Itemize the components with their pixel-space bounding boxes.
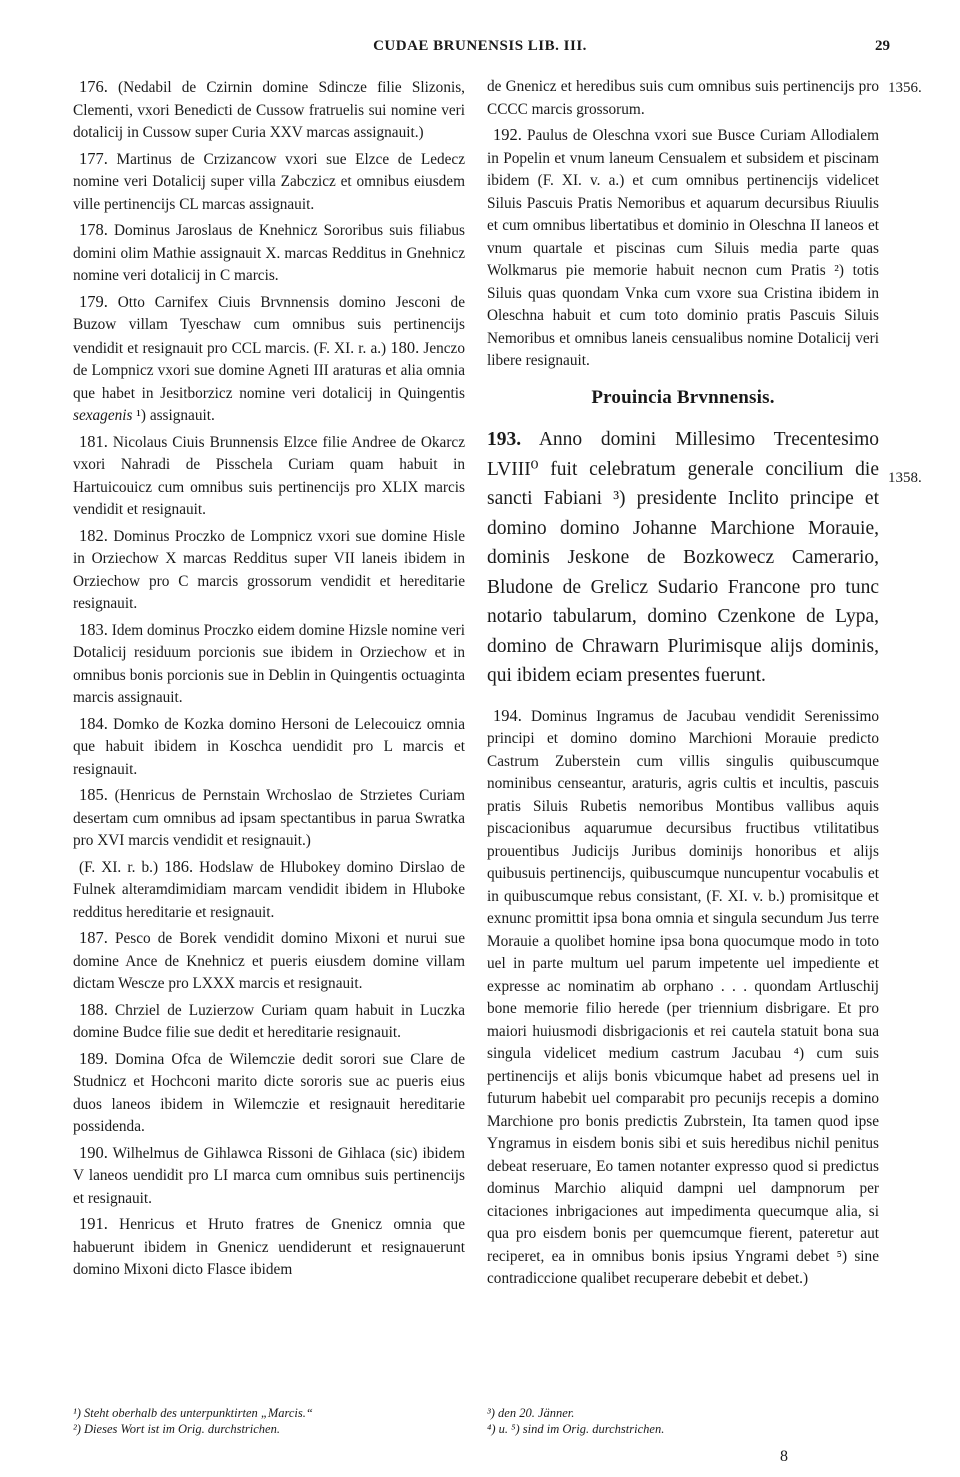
entry-187: 187. Pesco de Borek vendidit domino Mixoni et nurui sue domine Ance de Knehnicz et pueris eiusdem domine villam dictam Wescze pro LXXX marcis et resignauit. <box>73 928 465 992</box>
page-number: 29 <box>875 38 890 54</box>
signature-mark: 8 <box>780 1448 788 1465</box>
footnote-4-5: ⁴) u. ⁵) sind im Orig. durchstrichen. <box>487 1422 665 1436</box>
entry-191-continued: de Gnenicz et heredibus suis cum omnibus suis pertinencijs pro CCCC marcis grossorum. <box>487 78 879 118</box>
left-column <box>73 76 465 1285</box>
entry-184: 184. Domko de Kozka domino Hersoni de Lelecouicz omnia que habuit ibidem in Koschca uendidit pro L marcis et resignauit. <box>73 713 465 778</box>
entry-185: 185. (Henricus de Pernstain Wrchoslao de Strzietes Curiam desertam cum omnibus ad ipsam spectantibus in parua Swratka pro XVI marcis vendidit et resignauit.) <box>73 785 465 849</box>
entry-192: 192. Paulus de Oleschna vxori sue Busce Curiam Allodialem in Popelin et vnum laneum Censualem et subsidem et piscinam ibidem (F. XI. v. a.) et cum omnibus pertinencijs videlicet Siluis Pascuis Pratis Nemoribus et aquarum decursibus Riuulis et cum omnibus libertatibus et dominio in Oleschna II laneos et vnum quartale et piscinas cum Siluis media parte quas Wolkmarus pie memorie habuit necnon cum Pratis ²) totis Siluis quas quondam Vnka cum vxore sua Cristina ibidem in Oleschna habuit et cum toto dominio pratis Pascuis Siluis Nemoribus et omnibus laneis censualibus nomine Dotalicij veri libere resignauit. <box>487 125 879 369</box>
entry-183: 183. Idem dominus Proczko eidem domine Hizsle nomine veri Dotalicij residuum porcionis sue ibidem in Orziechow et in omnibus bonis porcionis sue in Deblin in Quingentis octuaginta marcis assignauit. <box>73 619 465 706</box>
entry-176: 176. (Nedabil de Czirnin domine Sdincze filie Slizonis, Clementi, vxori Benedicti de Cussow fratruelis sui nomine veri dotalicij in Cussow super Curia XXV marcas assignauit.) <box>73 77 465 141</box>
section-heading: Prouincia Brvnnensis. <box>591 386 775 408</box>
footnote-3: ³) den 20. Jänner. <box>487 1406 575 1420</box>
footnotes-left <box>73 1405 465 1437</box>
margin-year-1358: 1358. <box>888 470 922 486</box>
entry-194: 194. Dominus Ingramus de Jacubau vendidit Serenissimo principi et domino domino Marchioni Morauie predicto Castrum Zuberstein cum villis singulis quibuscumque nominibus censeantur, araturis, agris cultis et incultis, pascuis pratis Siluis Rubetis nemoribus Montibus vallibus aquis piscacionibus aquarumue decursibus fructibus vtilitatibus prouentibus Judicijs Juribus dominijs honoribus et alijs quibusuis pertinencijs, quibuscumque nuncupentur vocabulis et in quibuscumque rebus consistant, (F. XI. v. b.) promisitque et exnunc promittit ipsa bona omnia et singula secundum Jus terre Morauie a quolibet homine ipsa bona quocumque modo in toto uel in parte multum uel parum impetente uel impediente et expresse ac nominatim ab orphano . . . quondam Artluschij bone memorie filio herede (per triennium disbrigare. Et pro maiori huiusmodi disbrigacionis et rei cautela statuit bona sua singula videlicet medium castrum Jacubau ⁴) cum suis pertinencijs et alijs bonis vbicumque habet ad presens uel in futurum habebit uel comparabit pro pecunijs recepis a domino Marchione pro bonis predictis Zubrstein, Ita tamen quod ipse Yngramus in eisdem bonis sibi et suis heredibus nichil penitus debeat reseruare, Eo tamen notanter expresso quod si predictus dominus Marchio aliquid dampni uel dampnorum per citaciones inbrigaciones aut impedimenta quecumque alia, si qua pro eisdem bonis per quemcumque fierent, pateretur aut reciperet, ea in omnibus bonis ipsius Yngrami debet ⁵) sine contradiccione qualibet recuperare debebit et debet.) <box>487 705 879 1287</box>
entry-193: 193. Anno domini Millesimo Trecentesimo LVIII⁰ fuit celebratum generale concilium die sancti Fabiani ³) presidente Inclito principe et domino domino Johanne Marchione Morauie, dominis Jeskone de Bozkowecz Camerario, Bludone de Grelicz Sudario Francone pro tunc notario tabularum, domino Czenkone de Lypa, domino de Chrawarn Plurimisque alijs dominis, qui ibidem eciam presentes fuerunt. <box>487 429 879 686</box>
entry-188: 188. Chrziel de Luzierzow Curiam quam habuit in Luczka domine Budce filie sue dedit et hereditarie resignauit. <box>73 999 465 1041</box>
entry-186: (F. XI. r. b.) 186. Hodslaw de Hlubokey domino Dirslao de Fulnek alteramdimidiam marcam vendidit ibidem in Hluboke redditus hereditarie et resignauit. <box>73 856 465 921</box>
entry-181: 181. Nicolaus Ciuis Brunnensis Elzce filie Andree de Okarcz vxori Nahradi de Pisschela Curiam quam habuit in Hartuicouicz cum omnibus suis pertinencijs pro XLIX marcis vendidit et resignauit. <box>73 431 465 518</box>
right-column <box>487 76 879 1294</box>
page-header <box>0 38 960 62</box>
running-title: CUDAE BRUNENSIS LIB. III. <box>373 38 587 54</box>
entry-182: 182. Dominus Proczko de Lompnicz vxori sue domine Hisle in Orziechow X marcas Redditus super VII laneis ibidem in Orziechow pro C marcis grossorum vendidit et hereditarie resignauit. <box>73 525 465 612</box>
footnote-2: ²) Dieses Wort ist im Orig. durchstrichen. <box>73 1422 280 1436</box>
entry-190: 190. Wilhelmus de Gihlawca Rissoni de Gihlaca (sic) ibidem V laneos uendidit pro LI marca cum omnibus suis pertinencijs et resignauit. <box>73 1142 465 1207</box>
margin-year-1356: 1356. <box>888 80 922 96</box>
footnote-1: ¹) Steht oberhalb des unterpunktirten „Marcis.“ <box>73 1406 313 1420</box>
entry-189: 189. Domina Ofca de Wilemczie dedit sorori sue Clare de Studnicz et Hochconi marito dicte sororis sue ac pueris eius duos laneos ibidem in Wilemczie et resignauit hereditarie possidenda. <box>73 1048 465 1135</box>
entry-177: 177. Martinus de Crzizancow vxori sue Elzce de Ledecz nomine veri Dotalicij super villa Zabczicz et omnibus eiusdem ville pertinencijs CL marcas assignauit. <box>73 148 465 213</box>
footnotes-right <box>487 1405 879 1437</box>
entry-179-180: 179. Otto Carnifex Ciuis Brvnnensis domino Jesconi de Buzow villam Tyeschaw cum omnibus suis pertinencijs vendidit et resignauit pro CCL marcis. (F. XI. r. a.) 180. Jenczo de Lompnicz vxori sue domine Agneti III araturas et alia omnia que habet in Jesitborzicz nomine veri dotalicij in Quingentis sexagenis ¹) assignauit. <box>73 291 465 424</box>
entry-191: 191. Henricus et Hruto fratres de Gnenicz omnia que habuerunt ibidem in Gnenicz uendiderunt et resignauerunt domino Mixoni dicto Flasce ibidem <box>73 1214 465 1278</box>
entry-178: 178. Dominus Jaroslaus de Knehnicz Sororibus suis filiabus domini olim Mathie assignauit X. marcas Redditus in Gnehnicz nomine veri dotalicij in C marcis. <box>73 220 465 284</box>
